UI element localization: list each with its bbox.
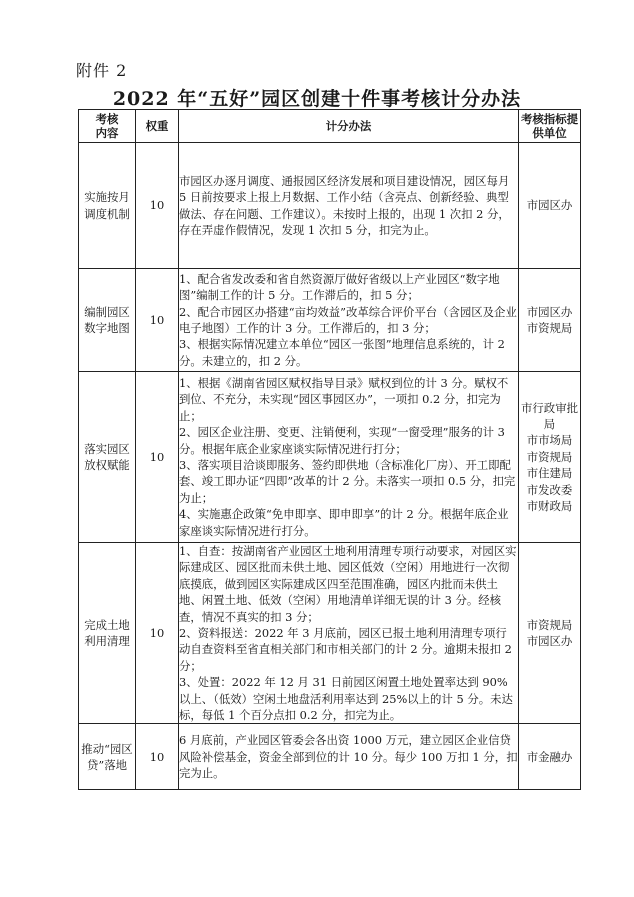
header-row [79,110,581,143]
table-row [79,372,581,543]
annex-label: 附件 2 [76,61,128,80]
method-item: 1、自查：按湖南省产业园区土地利用清理专项行动要求，对园区实际建成区、园区批而未供土地、园区低效（空闲）用地进行一次彻底摸底，做到园区实际建成区四至范围准确，园区内批而未供土地、闲置土地、低效（空闲）用地清单详细无误的计 3 分。经核查，情况不真实的扣 3 分； [179,544,517,624]
header-units-line-1: 考核指标提 [521,112,578,126]
unit-name: 市园区办 [526,198,573,213]
weight-cell: 10 [136,543,179,724]
unit-name: 市住建局 [526,466,573,481]
table-row [79,143,581,269]
method-cell [179,143,519,269]
method-item: 3、根据实际情况建立本单位“园区一张图”地理信息系统的，计 2 分。未建立的，扣 2 分。 [179,337,505,368]
method-item: 4、实施惠企政策“免申即享、即申即享”的计 2 分。根据年底企业家座谈实际情况进行打分。 [179,507,509,538]
weight-cell: 10 [136,143,179,269]
method-item: 2、资料报送：2022 年 3 月底前，园区已报土地利用清理专项行动自查资料至省直相关部门和市相关部门的计 2 分。逾期未报扣 2 分； [179,626,512,673]
table-row [79,269,581,372]
unit-name: 市市场局 [526,433,573,448]
units-cell [519,543,581,724]
content-cell: 实施按月调度机制 [79,143,136,269]
table-row [79,543,581,724]
unit-name: 市资规局 [526,449,573,464]
header-content [79,110,136,143]
weight-cell: 10 [136,372,179,543]
method-item: 1、根据《湖南省园区赋权指导目录》赋权到位的计 3 分。赋权不到位、不充分，未实现“园区事园区办”，一项扣 0.2 分，扣完为止； [179,375,509,423]
method-text: 6 月底前，产业园区管委会各出资 1000 万元，建立园区企业信贷风险补偿基金，资金全部到位的计 10 分。每少 100 万扣 1 分，扣完为止。 [179,733,518,781]
header-units-line-2: 供单位 [532,126,567,140]
content-cell: 编制园区数字地图 [79,269,136,372]
header-weight: 权重 [136,110,179,143]
header-method: 计分办法 [179,110,519,143]
unit-name: 市园区办 [526,634,573,649]
document-title: 2022 年“五好”园区创建十件事考核计分办法 [112,88,522,110]
unit-name: 市行政审批局 [521,400,578,431]
method-text: 市园区办逐月调度、通报园区经济发展和项目建设情况，园区每月 5 日前按要求上报上月数据、工作小结（含亮点、创新经验、典型做法、存在问题、工作建议）。未按时上报的，出现 1 次扣 2 分，存在弄虚作假情况，发现 1 次扣 5 分，扣完为止。 [179,173,510,237]
content-cell: 完成土地利用清理 [79,543,136,724]
method-item: 2、配合市园区办搭建“亩均效益”改革综合评价平台（含园区及企业电子地图）工作的计 3 分。工作滞后的，扣 3 分； [179,304,517,335]
method-item: 3、落实项目洽谈即服务、签约即供地（含标准化厂房）、开工即配套、竣工即办证“四即”改革的计 2 分。未落实一项扣 0.5 分，扣完为止； [179,458,516,505]
content-cell: 推动“园区贷”落地 [79,724,136,790]
method-item: 1、配合省发改委和省自然资源厅做好省级以上产业园区“数字地图”编制工作的计 5 分。工作滞后的，扣 5 分； [179,271,500,303]
method-cell [179,724,519,790]
unit-name: 市金融办 [526,749,573,764]
header-content-line-2: 内容 [95,126,119,140]
unit-name: 市园区办 [526,304,573,319]
units-cell [519,269,581,372]
units-cell [519,724,581,790]
weight-cell: 10 [136,269,179,372]
header-content-line-1: 考核 [95,112,119,126]
content-cell: 落实园区放权赋能 [79,372,136,543]
scoring-table [78,109,581,790]
unit-name: 市财政局 [526,499,573,514]
unit-name: 市发改委 [526,482,573,497]
units-cell [519,143,581,269]
unit-name: 市资规局 [526,617,573,632]
units-cell [519,372,581,543]
method-cell [179,269,519,372]
header-units [519,110,581,143]
table-row [79,724,581,790]
method-item: 3、处置：2022 年 12 月 31 日前园区闲置土地处置率达到 90%以上、（低效）空闲土地盘活利用率达到 25%以上的计 5 分。未达标，每低 1 个百分点扣 0.2 分，扣完为止。 [179,675,513,723]
weight-cell: 10 [136,724,179,790]
unit-name: 市资规局 [526,321,573,335]
method-cell [179,372,519,543]
method-item: 2、园区企业注册、变更、注销便利，实现“一窗受理”服务的计 3 分。根据年底企业家座谈实际情况进行打分； [179,425,505,456]
method-cell [179,543,519,724]
